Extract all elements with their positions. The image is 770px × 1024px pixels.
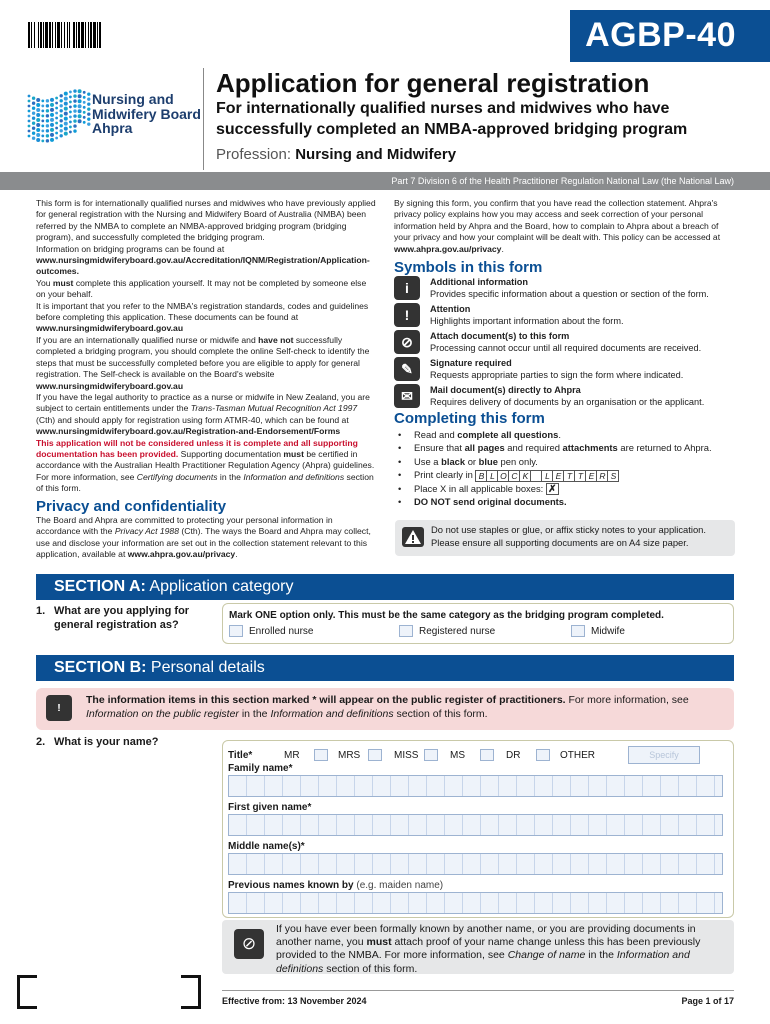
title-option-ms[interactable]: MS bbox=[450, 749, 506, 761]
symbol-item: i Additional information Provides specific information about a question or section of the form. bbox=[394, 276, 734, 300]
block-letter-cell: O bbox=[497, 470, 509, 482]
notice-line1: Do not use staples or glue, or affix sticky notes to your application. bbox=[431, 524, 706, 535]
effective-date: Effective from: 13 November 2024 bbox=[222, 996, 367, 1006]
symbols-list bbox=[394, 276, 734, 408]
org-name-line2: Midwifery Board bbox=[92, 105, 201, 122]
checkbox[interactable] bbox=[536, 749, 550, 761]
intro-p1: This form is for internationally qualified nurses and midwives who have previously applied for general registration with the Nursing and Midwifery Board of Australia (NMBA) been referred by the NMBA to complete an NMBA-approved bridging program (bridging program), and successfully completed the bridging program. bbox=[36, 198, 376, 243]
intro-p7: This application will not be considered unless it is complete and all supporting documentation has been provided. Supporting documentation must be certified in accordance with the Australian Health Practitioner Regulation Agency (Ahpra) guidelines. For more information, see Certifying documents in the Information and definitions section of this form. bbox=[36, 437, 375, 494]
intro-p4: It is important that you refer to the NMBA's registration standards, codes and guidelines before completing this application. These documents can be found at www.nursingmidwiferyboard.gov.au bbox=[36, 300, 369, 334]
paperclip-icon: ⊘ bbox=[234, 929, 264, 959]
checkbox[interactable] bbox=[424, 749, 438, 761]
nmba-link-2[interactable]: www.nursingmidwiferyboard.gov.au bbox=[36, 380, 184, 391]
barcode bbox=[28, 22, 163, 48]
previous-names-label: Previous names known by (e.g. maiden name) bbox=[228, 880, 444, 891]
profession bbox=[216, 146, 456, 163]
intro-column bbox=[36, 198, 376, 561]
symbols-heading: Symbols in this form bbox=[394, 259, 543, 277]
checkbox[interactable] bbox=[399, 625, 413, 637]
block-letter-cell: B bbox=[475, 470, 487, 482]
title-option-dr[interactable]: DR bbox=[506, 749, 560, 761]
block-letter-cell: T bbox=[563, 470, 575, 482]
mail-icon: ✉ bbox=[394, 384, 420, 408]
title-other-input[interactable]: Specify bbox=[628, 746, 700, 764]
title-label: Title* bbox=[228, 749, 253, 761]
form-code: AGBP-40 bbox=[570, 10, 770, 62]
checkbox[interactable] bbox=[480, 749, 494, 761]
scan-corner-right bbox=[181, 975, 201, 1009]
list-item: • DO NOT send original documents. bbox=[398, 495, 734, 509]
question-2: 2. What is your name? bbox=[36, 736, 159, 748]
previous-names-input[interactable] bbox=[228, 892, 723, 914]
title-options bbox=[228, 746, 700, 764]
symbol-item: ⊘ Attach document(s) to this form Processing cannot occur until all required documents are received. bbox=[394, 330, 734, 354]
scan-corner-left bbox=[17, 975, 37, 1009]
question-1: 1. What are you applying for general registration as? bbox=[36, 605, 190, 631]
block-letter-cell: E bbox=[552, 470, 564, 482]
checkbox[interactable] bbox=[368, 749, 382, 761]
footer-rule bbox=[222, 990, 734, 991]
right-column bbox=[394, 198, 734, 509]
list-item: • Use a black or blue pen only. bbox=[398, 455, 734, 469]
public-register-notice: ! The information items in this section marked * will appear on the public register of practitioners. For more information, see Information on the public register in the Information and definitions section of this form. bbox=[36, 688, 734, 730]
intro-p2: Information on bridging programs can be found at www.nursingmidwiferyboard.gov.au/Accreditation/IQNM/Registration/Application-outcomes. bbox=[36, 243, 370, 277]
privacy-link-2[interactable]: www.ahpra.gov.au/privacy bbox=[394, 243, 502, 254]
bridging-link[interactable]: www.nursingmidwiferyboard.gov.au/Accreditation/IQNM/Registration/Application-outcomes. bbox=[36, 255, 370, 277]
block-letter-cell: R bbox=[596, 470, 608, 482]
option-registered-nurse[interactable]: Registered nurse bbox=[399, 625, 571, 637]
title-option-other[interactable]: OTHER bbox=[560, 749, 595, 761]
list-item: • Read and complete all questions. bbox=[398, 428, 734, 442]
title-option-mr[interactable]: MR bbox=[284, 749, 338, 761]
page-title: Application for general registration bbox=[216, 68, 650, 98]
attention-icon: ! bbox=[394, 303, 420, 327]
x-box-example: ✗ bbox=[546, 483, 559, 495]
privacy-p2: By signing this form, you confirm that you have read the collection statement. Ahpra's privacy policy explains how you may access and seek correction of your personal information held by Ahpra and the Board, how to complain to Ahpra about a breach of your privacy and how your complaint will be dealt with. This policy can be accessed at www.ahpra.gov.au/privacy. bbox=[394, 198, 721, 254]
header-divider bbox=[203, 68, 204, 170]
checkbox[interactable] bbox=[229, 625, 243, 637]
section-b-header: SECTION B: Personal details bbox=[36, 655, 734, 681]
profession-label: Profession: bbox=[216, 146, 292, 163]
name-change-notice: ⊘ If you have ever been formally known by another name, or you are providing documents in another name, you must attach proof of your name change unless this has been previously provided to the NMBA. For more information, see Change of name in the Information and definitions section of this form. bbox=[222, 920, 734, 974]
list-item: • Ensure that all pages and required attachments are returned to Ahpra. bbox=[398, 441, 734, 455]
org-name bbox=[92, 92, 201, 136]
intro-p3: You must complete this application yourself. It may not be completed by someone else on your behalf. bbox=[36, 277, 367, 300]
org-name-line1: Nursing and bbox=[92, 91, 174, 107]
block-letter-cell: K bbox=[519, 470, 531, 482]
org-name-line3: Ahpra bbox=[92, 120, 133, 136]
completing-heading: Completing this form bbox=[394, 410, 545, 428]
list-item: • Place X in all applicable boxes: ✗ bbox=[398, 482, 734, 496]
attention-icon bbox=[402, 527, 424, 547]
symbol-item: ! Attention Highlights important information about the form. bbox=[394, 303, 734, 327]
section-a-header: SECTION A: Application category bbox=[36, 574, 734, 600]
title-option-miss[interactable]: MISS bbox=[394, 749, 450, 761]
checkbox[interactable] bbox=[571, 625, 585, 637]
privacy-link[interactable]: www.ahpra.gov.au/privacy bbox=[127, 549, 236, 560]
symbol-item: ✎ Signature required Requests appropriate parties to sign the form where indicated. bbox=[394, 357, 734, 381]
info-icon: i bbox=[394, 276, 420, 300]
profession-value: Nursing and Midwifery bbox=[295, 146, 457, 163]
nmba-link[interactable]: www.nursingmidwiferyboard.gov.au bbox=[36, 323, 184, 334]
family-name-input[interactable] bbox=[228, 775, 723, 797]
page-subtitle: For internationally qualified nurses and midwives who have successfully completed an NMBA-approved bridging program bbox=[216, 100, 688, 138]
checkbox[interactable] bbox=[314, 749, 328, 761]
block-letters-example bbox=[475, 469, 618, 480]
notice-line2: Please ensure all supporting documents are on A4 size paper. bbox=[431, 536, 689, 548]
block-letter-cell: C bbox=[508, 470, 520, 482]
list-item: • Print clearly in B L O C K L E T T E R S bbox=[398, 468, 734, 482]
middle-name-input[interactable] bbox=[228, 853, 723, 875]
family-name-label: Family name* bbox=[228, 763, 293, 774]
paperclip-icon: ⊘ bbox=[394, 330, 420, 354]
symbol-item: ✉ Mail document(s) directly to Ahpra Requires delivery of documents by an organisation or the applicant. bbox=[394, 384, 734, 408]
option-midwife[interactable]: Midwife bbox=[571, 625, 625, 637]
signature-icon: ✎ bbox=[394, 357, 420, 381]
category-instruction: Mark ONE option only. This must be the same category as the bridging program completed. bbox=[229, 610, 664, 621]
law-reference-bar: Part 7 Division 6 of the Health Practitioner Regulation National Law (the National Law) bbox=[0, 172, 770, 190]
option-enrolled-nurse[interactable]: Enrolled nurse bbox=[229, 625, 399, 637]
intro-p6: If you have the legal authority to practice as a nurse or midwife in New Zealand, you are subject to certain entitlements under the Trans-Tasman Mutual Recognition Act 1997 (Cth) and should apply for registration using form ATMR-40, which can be found at www.nursingmidwiferyboard.gov.au/Registration-and-Endorsement/Forms bbox=[36, 391, 370, 437]
block-letter-cell: L bbox=[486, 470, 498, 482]
privacy-heading: Privacy and confidentiality bbox=[36, 497, 227, 515]
attention-icon: ! bbox=[46, 695, 72, 721]
page-number: Page 1 of 17 bbox=[681, 996, 734, 1006]
middle-name-label: Middle name(s)* bbox=[228, 841, 305, 852]
intro-p5: If you are an internationally qualified nurse or midwife and have not successfully completed a bridging program, you should complete the online Self-check to identify the steps that must be successfully completed before you are eligible to apply for general registration. The Self-check is available on the Board's website www.nursingmidwiferyboard.gov.au bbox=[36, 334, 370, 391]
block-letter-cell: S bbox=[607, 470, 619, 482]
first-name-input[interactable] bbox=[228, 814, 723, 836]
block-letter-cell: E bbox=[585, 470, 597, 482]
privacy-p1: The Board and Ahpra are committed to protecting your personal information in accordance with the Privacy Act 1988 (Cth). The ways the Board and Ahpra may collect, use and disclose your information are set out in the collection statement relevant to this application, available at www.ahpra.gov.au/privacy. bbox=[36, 514, 371, 560]
block-letter-cell: L bbox=[541, 470, 553, 482]
title-option-mrs[interactable]: MRS bbox=[338, 749, 394, 761]
forms-link[interactable]: www.nursingmidwiferyboard.gov.au/Registration-and-Endorsement/Forms bbox=[36, 426, 341, 437]
first-name-label: First given name* bbox=[228, 802, 312, 813]
block-letter-cell: T bbox=[574, 470, 586, 482]
staples-notice bbox=[395, 520, 735, 556]
category-options bbox=[222, 603, 734, 644]
completing-steps bbox=[394, 428, 734, 509]
